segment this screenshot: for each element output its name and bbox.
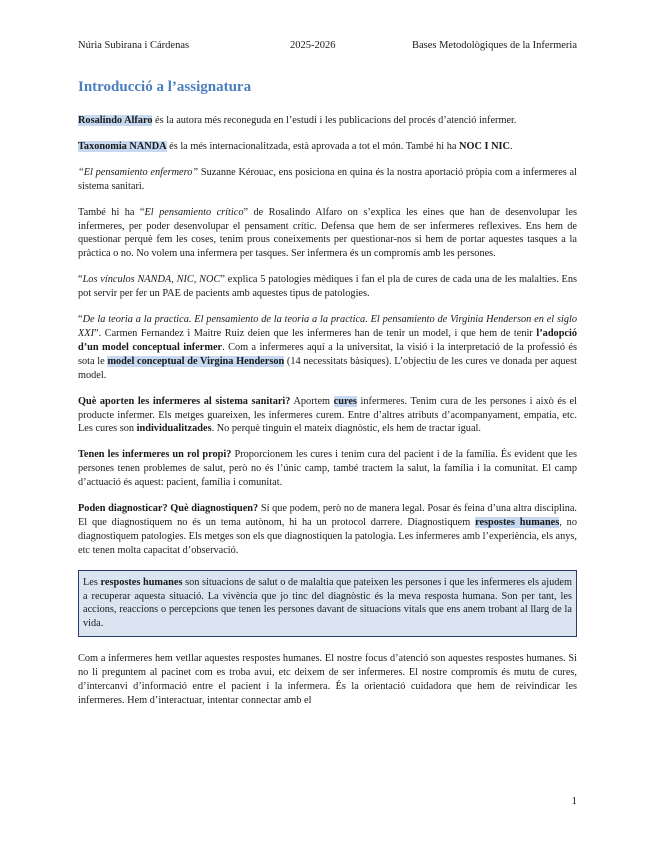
definition-text: Les respostes humanes son situacions de salut o de malaltia que pateixen les persones i que les infermeres els ajudem a recuperar aquesta situació. La vivència que jo tinc del diagnòstic és la meva resposta humana. Son per tant, les accions, reaccions o percepcions que tenen les persones davant de situacions vitals que ens anem trobant al llarg de la vida. [83,576,572,630]
paragraph-nanda-nic-noc: “Los vínculos NANDA, NIC, NOC” explica 5 patologies mèdiques i fan el pla de cures de cada una de les malalties. Ens pot servir per fer un PAE de pacients amb aquestes tipus de patologies. [78,274,577,300]
highlight-term: respostes humanes [475,516,560,528]
paragraph-contribution: Què aporten les infermeres al sistema sanitari? Aportem cures infermeres. Tenim cura de les persones i això és el producte infermer. Els metges guareixen, les infermeres curem. Entre d’altres atributs d’acompanyament, empatia, etc. Les cures son individualitzades. No perquè tinguin el mateix diagnòstic, els hem de tractar igual. [78,395,577,435]
highlight-term: cures [333,395,357,407]
page-header [78,40,577,54]
definition-box [78,570,577,638]
paragraph-kerouac: “El pensamiento enfermero” Suzanne Kérouac, ens posiciona en quina és la nostra aportació pròpia com a infermeres al sistema sanitari. [78,166,577,192]
header-year: 2025-2026 [290,40,336,51]
highlight-term: model conceptual de Virgina Henderson [107,355,285,367]
paragraph-critical-thinking: També hi ha “El pensamiento crítico” de Rosalindo Alfaro on s’explica les eines que han de desenvolupar les infermeres, per poder desenvolupar el pensament crític. Defensa que hem de ser infermeres reflexives. Ens hem de questionar perquè fem les coses, tenim prous coneixements per questionar-nos si hem de portar aquestes tasques a la pràctica o no. No volem una infermera per tasques. Ser infermera és un compromís amb les persones. [78,206,577,260]
paragraph-role: Tenen les infermeres un rol propi? Proporcionem les cures i tenim cura del pacient i de la família. És evident que les persones tenen problemes de salut, però no és l’únic camp, també tractem la salut, la família i la comunitat. El camp d’actuació és aquest: pacient, família i comunitat. [78,449,577,489]
header-course: Bases Metodològiques de la Infermeria [411,40,577,51]
paragraph-diagnosis: Poden diagnosticar? Què diagnostiquen? Sí que podem, però no de manera legal. Posar és feina d’una altra disciplina. El que diagnostiquem no és un tema autònom, hi ha un protocol darrere. Diagnostiquem respostes humanes, no diagnostiquem patologies. Els metges son els que diagnostiquen la patologia. Les infermeres amb l’experiència, els anys, etc tenen molta capacitat d’observació. [78,503,577,556]
paragraph-alfaro: Rosalindo Alfaro és la autora més reconeguda en l’estudi i les publicacions del procés d’atenció infermer. [78,115,517,126]
paragraph-henderson: “De la teoria a la practica. El pensamiento de la teoria a la practica. El pensamiento de Virginia Henderson en el siglo XXI”. Carmen Fernandez i Maitre Ruiz deien que les infermeres han de tenir un model, i que hem de tenir l’adopció d’un model conceptual infermer. Com a infermeres aquí a la universitat, la visió i la interpretació de la professió és sota le model conceptual de Virgina Henderson (14 necessitats bàsiques). L’objectiu de les cures ve donada per aquest model. [78,314,577,381]
highlight-term: Rosalindo Alfaro [78,115,153,126]
paragraph-human-responses: Com a infermeres hem vetllar aquestes respostes humanes. El nostre focus d’atenció son aquestes respostes humanes. Si no li preguntem al pacinet com es troba avui, etc deixem de ser infermeres. El nostre compromís és mutu de cures, d’intercanvi d’informació entre el pacient i la infermera. És la orientació cuidadora que hem de reivindicar les infermeres. Hem d’interactuar, intentar connectar amb el [78,653,577,706]
document-body [78,114,577,720]
paragraph-nanda: Taxonomia NANDA és la més internacionalitzada, està aprovada a tot el món. També hi ha NOC I NIC. [78,140,513,152]
highlight-term: Taxonomia NANDA [78,140,167,152]
section-title: Introducció a l’assignatura [78,79,252,95]
page-number: 1 [571,795,577,807]
header-author: Núria Subirana i Cárdenas [78,40,190,51]
